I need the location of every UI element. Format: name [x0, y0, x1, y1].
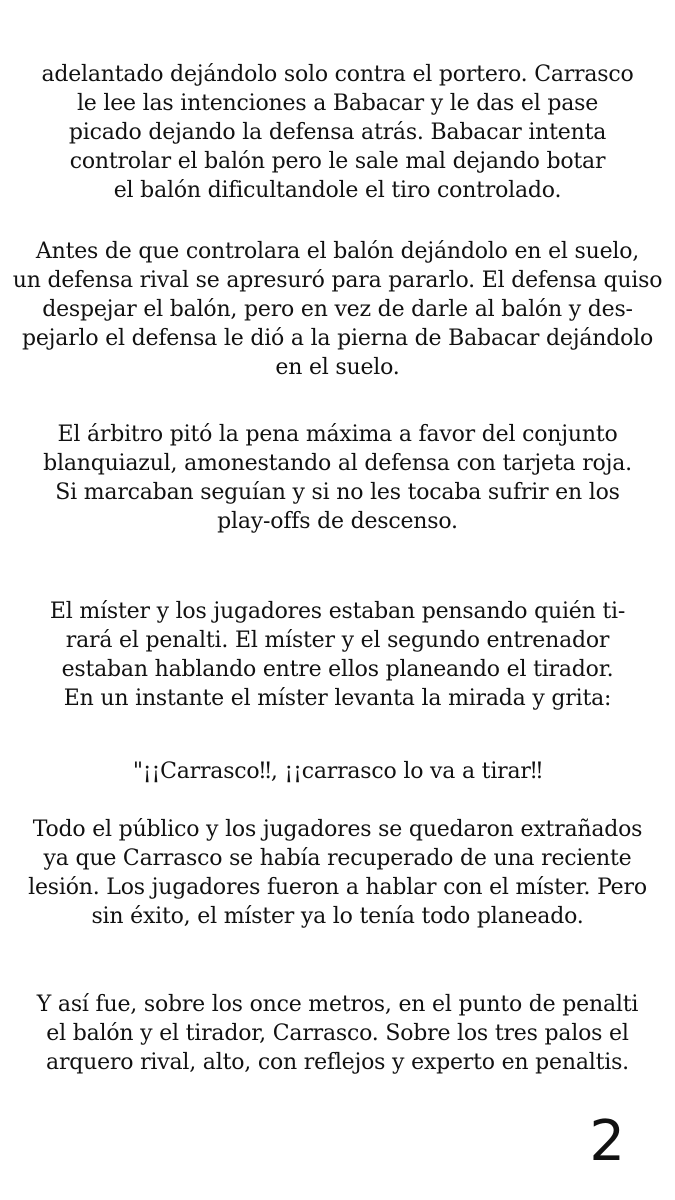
page-number: 2: [589, 1109, 625, 1174]
text-line: pejarlo el defensa le dió a la pierna de Babacar dejándolo: [21, 326, 654, 351]
text-line: el balón y el tirador, Carrasco. Sobre los tres palos el: [46, 1021, 629, 1046]
paragraph-1: [0, 60, 675, 205]
text-line: lesión. Los jugadores fueron a hablar con el míster. Pero: [28, 875, 647, 900]
text-line: un defensa rival se apresuró para pararlo. El defensa quiso: [12, 268, 663, 293]
paragraph-7: [0, 990, 675, 1077]
text-line: El míster y los jugadores estaban pensando quién ti-: [49, 599, 626, 624]
text-line: picado dejando la defensa atrás. Babacar intenta: [68, 120, 607, 145]
text-line: en el suelo.: [275, 355, 400, 380]
paragraph-3: [0, 420, 675, 536]
text-line: Antes de que controlara el balón dejándolo en el suelo,: [35, 239, 640, 264]
paragraph-6: [0, 815, 675, 931]
paragraph-2: [0, 237, 675, 382]
text-line: controlar el balón pero le sale mal dejando botar: [69, 149, 606, 174]
text-line: sin éxito, el míster ya lo tenía todo planeado.: [91, 904, 584, 929]
text-line: despejar el balón, pero en vez de darle al balón y des-: [42, 297, 633, 322]
text-line: Si marcaban seguían y si no les tocaba sufrir en los: [55, 480, 620, 505]
text-line: le lee las intenciones a Babacar y le das el pase: [76, 91, 599, 116]
text-line: arquero rival, alto, con reflejos y experto en penaltis.: [46, 1050, 629, 1075]
text-line: blanquiazul, amonestando al defensa con tarjeta roja.: [43, 451, 632, 476]
text-line: el balón dificultandole el tiro controlado.: [113, 178, 562, 203]
text-line: "¡¡Carrasco‼, ¡¡carrasco lo va a tirar‼: [132, 759, 543, 784]
text-line: adelantado dejándolo solo contra el portero. Carrasco: [41, 62, 634, 87]
text-line: rará el penalti. El míster y el segundo entrenador: [65, 628, 610, 653]
text-line: Todo el público y los jugadores se quedaron extrañados: [32, 817, 643, 842]
text-line: El árbitro pitó la pena máxima a favor del conjunto: [57, 422, 618, 447]
text-line: En un instante el míster levanta la mirada y grita:: [63, 686, 612, 711]
text-line: Y así fue, sobre los once metros, en el punto de penalti: [36, 992, 639, 1017]
quote-paragraph: [0, 757, 675, 786]
paragraph-4: [0, 597, 675, 713]
text-line: play-offs de descenso.: [217, 509, 458, 534]
text-line: estaban hablando entre ellos planeando el tirador.: [61, 657, 614, 682]
text-line: ya que Carrasco se había recuperado de una reciente: [43, 846, 632, 871]
